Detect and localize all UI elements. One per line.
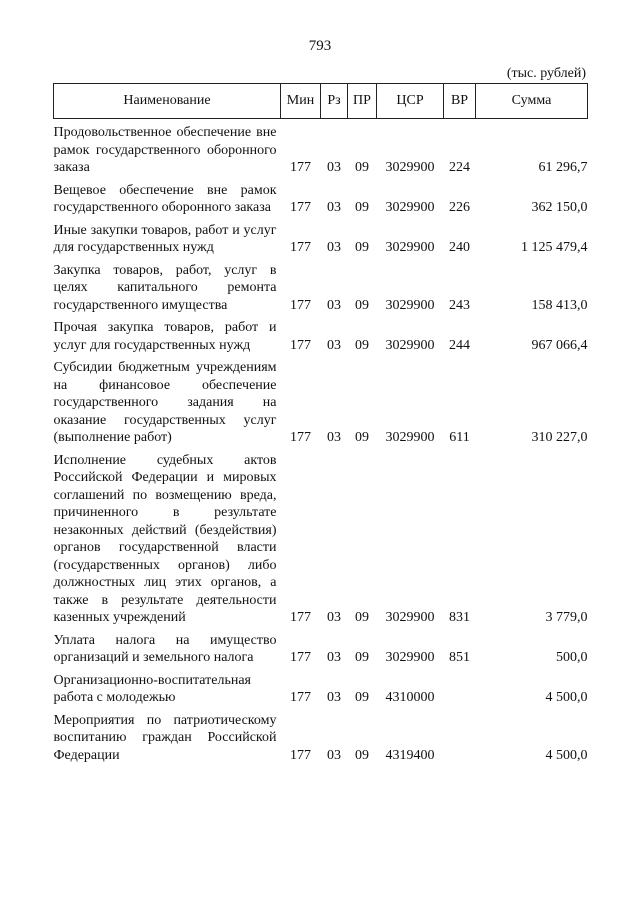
- row-name: Организационно-воспитательная работа с молодежью: [53, 672, 251, 705]
- row-csr: 3029900: [385, 297, 435, 313]
- row-vr: 831: [449, 610, 470, 625]
- row-sum: 158 413,0: [531, 297, 588, 313]
- row-name: Вещевое обеспечение вне рамок государственного оборонного заказа: [53, 182, 277, 215]
- row-rz: 03: [327, 297, 341, 313]
- row-pr: 09: [355, 690, 369, 705]
- table-row: [54, 667, 588, 707]
- row-rz: 03: [327, 610, 341, 625]
- row-name: Прочая закупка товаров, работ и услуг для государственных нужд: [53, 320, 277, 353]
- row-pr: 09: [355, 200, 369, 215]
- row-csr: 3029900: [385, 610, 435, 625]
- row-name: Закупка товаров, работ, услуг в целях капитального ремонта государственного имущества: [53, 262, 277, 313]
- row-min: 177: [290, 297, 311, 313]
- row-pr: 09: [355, 747, 369, 763]
- row-min: 177: [290, 337, 311, 353]
- row-pr: 09: [355, 240, 369, 255]
- table-row: [54, 447, 588, 627]
- row-name: Уплата налога на имущество организаций и земельного налога: [53, 632, 277, 665]
- row-min: 177: [290, 610, 311, 625]
- row-csr: 4319400: [385, 747, 435, 763]
- row-rz: 03: [327, 747, 341, 763]
- row-sum: 500,0: [556, 650, 588, 665]
- row-min: 177: [290, 747, 311, 763]
- row-name: Исполнение судебных актов Российской Федерации и мировых соглашений по возмещению вреда, причиненного в результате незаконных действий (бездействия) органов государственной власти (государственных органов) либо должностных лиц этих органов, а также в результате деятельности казенных учреждений: [53, 452, 277, 625]
- row-pr: 09: [355, 337, 369, 353]
- row-pr: 09: [355, 430, 369, 445]
- row-min: 177: [290, 690, 311, 705]
- row-name: Субсидии бюджетным учреждениям на финансовое обеспечение государственного задания на оказание государственных услуг (выполнение работ): [53, 360, 277, 445]
- header-vr: ВР: [444, 84, 476, 119]
- row-name: Иные закупки товаров, работ и услуг для государственных нужд: [53, 222, 277, 255]
- row-pr: 09: [355, 610, 369, 625]
- row-min: 177: [290, 160, 311, 175]
- row-csr: 3029900: [385, 337, 435, 353]
- units-label: (тыс. рублей): [506, 66, 586, 81]
- row-rz: 03: [327, 650, 341, 665]
- header-csr: ЦСР: [377, 84, 444, 119]
- row-sum: 310 227,0: [531, 430, 588, 445]
- row-sum: 3 779,0: [545, 610, 588, 625]
- row-sum: 967 066,4: [531, 337, 588, 353]
- table-row: [54, 627, 588, 667]
- header-pr: ПР: [348, 84, 377, 119]
- table-row: [54, 119, 588, 177]
- row-csr: 4310000: [385, 690, 435, 705]
- row-sum: 4 500,0: [545, 747, 588, 763]
- row-rz: 03: [327, 430, 341, 445]
- table-row: [54, 354, 588, 447]
- row-min: 177: [290, 200, 311, 215]
- row-vr: 611: [449, 430, 470, 445]
- row-rz: 03: [327, 337, 341, 353]
- row-vr: 851: [449, 650, 470, 665]
- row-sum: 1 125 479,4: [521, 240, 588, 255]
- row-vr: [444, 667, 476, 707]
- row-vr: 240: [449, 240, 470, 255]
- row-pr: 09: [355, 650, 369, 665]
- row-sum: 4 500,0: [545, 690, 588, 705]
- row-vr: 224: [449, 160, 470, 175]
- row-pr: 09: [355, 160, 369, 175]
- row-vr: 244: [449, 337, 470, 353]
- table-header-row: [54, 84, 588, 119]
- row-vr: 243: [449, 297, 470, 313]
- table-row: [54, 314, 588, 354]
- row-csr: 3029900: [385, 160, 435, 175]
- header-name: Наименование: [54, 84, 281, 119]
- row-vr: [444, 707, 476, 765]
- header-sum: Сумма: [476, 84, 588, 119]
- row-rz: 03: [327, 690, 341, 705]
- row-csr: 3029900: [385, 650, 435, 665]
- row-csr: 3029900: [385, 430, 435, 445]
- table-row: [54, 257, 588, 315]
- table-row: [54, 707, 588, 765]
- row-rz: 03: [327, 160, 341, 175]
- row-rz: 03: [327, 200, 341, 215]
- table-row: [54, 217, 588, 257]
- header-min: Мин: [281, 84, 321, 119]
- row-csr: 3029900: [385, 200, 435, 215]
- row-name: Продовольственное обеспечение вне рамок государственного оборонного заказа: [53, 125, 277, 175]
- row-csr: 3029900: [385, 240, 435, 255]
- table-row: [54, 177, 588, 217]
- row-min: 177: [290, 430, 311, 445]
- page-number: 793: [308, 38, 332, 54]
- row-min: 177: [290, 240, 311, 255]
- row-vr: 226: [449, 200, 470, 215]
- row-sum: 362 150,0: [531, 200, 588, 215]
- row-name: Мероприятия по патриотическому воспитанию граждан Российской Федерации: [53, 712, 277, 763]
- row-rz: 03: [327, 240, 341, 255]
- row-pr: 09: [355, 297, 369, 313]
- row-min: 177: [290, 650, 311, 665]
- row-sum: 61 296,7: [538, 160, 588, 175]
- header-rz: Рз: [321, 84, 348, 119]
- budget-table: [53, 83, 588, 764]
